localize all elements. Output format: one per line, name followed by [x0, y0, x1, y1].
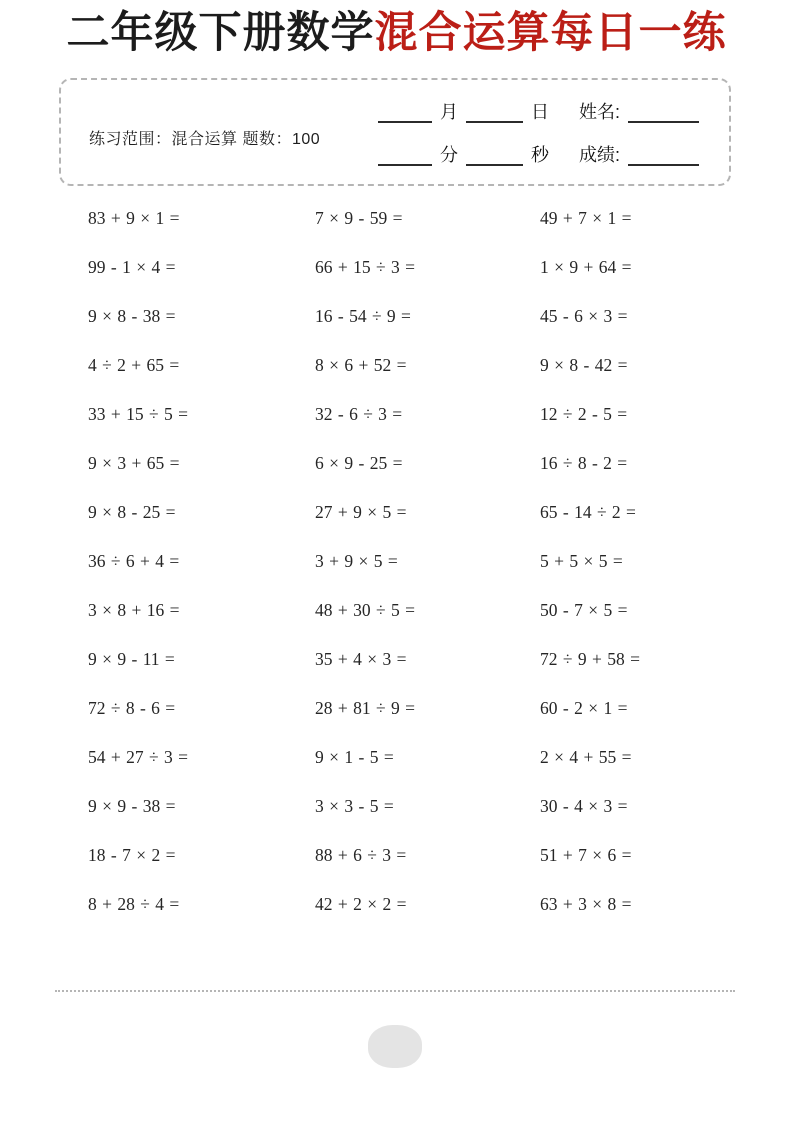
blank-line-second: [466, 144, 523, 166]
blank-line-day: [466, 101, 523, 123]
problem-cell: 45 - 6 × 3 =: [540, 306, 628, 326]
title-red-part: 混合运算每日一练: [374, 9, 727, 57]
problem-cell: 9 × 1 - 5 =: [315, 747, 394, 767]
problem-cell: 83 + 9 × 1 =: [88, 208, 180, 228]
problem-cell: 51 + 7 × 6 =: [540, 845, 632, 865]
problem-cell: 6 × 9 - 25 =: [315, 453, 403, 473]
problem-cell: 54 + 27 ÷ 3 =: [88, 747, 188, 767]
problem-cell: 9 × 9 - 11 =: [88, 649, 175, 669]
problem-cell: 5 + 5 × 5 =: [540, 551, 623, 571]
problem-cell: 4 ÷ 2 + 65 =: [88, 355, 180, 375]
practice-scope-label: 练习范围：混合运算 题数：100: [89, 131, 321, 148]
date-name-row: [374, 93, 703, 123]
problem-cell: 9 × 8 - 38 =: [88, 306, 176, 326]
problem-cell: 27 + 9 × 5 =: [315, 502, 407, 522]
problem-cell: 32 - 6 ÷ 3 =: [315, 404, 403, 424]
time-score-row: [374, 136, 703, 166]
problem-cell: 9 × 3 + 65 =: [88, 453, 180, 473]
day-label: 日: [530, 102, 549, 123]
problems-grid: [88, 194, 743, 929]
second-label: 秒: [530, 145, 549, 166]
title-black-part: 二年级下册数学: [66, 9, 375, 57]
blank-line-score: [628, 144, 699, 166]
problem-cell: 3 × 3 - 5 =: [315, 796, 394, 816]
month-label: 月: [439, 102, 458, 123]
problem-cell: 9 × 8 - 42 =: [540, 355, 628, 375]
problem-cell: 16 - 54 ÷ 9 =: [315, 306, 411, 326]
minute-label: 分: [439, 145, 458, 166]
problem-cell: 9 × 8 - 25 =: [88, 502, 176, 522]
problem-cell: 88 + 6 ÷ 3 =: [315, 845, 407, 865]
problem-cell: 1 × 9 + 64 =: [540, 257, 632, 277]
problem-cell: 3 × 8 + 16 =: [88, 600, 180, 620]
problem-cell: 7 × 9 - 59 =: [315, 208, 403, 228]
problem-cell: 9 × 9 - 38 =: [88, 796, 176, 816]
problem-cell: 42 + 2 × 2 =: [315, 894, 407, 914]
problem-cell: 3 + 9 × 5 =: [315, 551, 398, 571]
problem-cell: 8 + 28 ÷ 4 =: [88, 894, 180, 914]
problem-cell: 50 - 7 × 5 =: [540, 600, 628, 620]
problem-cell: 72 ÷ 9 + 58 =: [540, 649, 640, 669]
problem-cell: 72 ÷ 8 - 6 =: [88, 698, 176, 718]
problem-cell: 28 + 81 ÷ 9 =: [315, 698, 415, 718]
problem-cell: 35 + 4 × 3 =: [315, 649, 407, 669]
blank-line-month: [378, 101, 432, 123]
problem-cell: 12 ÷ 2 - 5 =: [540, 404, 628, 424]
problem-cell: 2 × 4 + 55 =: [540, 747, 632, 767]
score-label: 成绩:: [578, 145, 620, 166]
fill-in-fields: [374, 93, 703, 166]
problem-cell: 66 + 15 ÷ 3 =: [315, 257, 415, 277]
problem-cell: 48 + 30 ÷ 5 =: [315, 600, 415, 620]
header-info-box: [59, 78, 731, 186]
problem-cell: 18 - 7 × 2 =: [88, 845, 176, 865]
blank-line-name: [628, 101, 699, 123]
problem-cell: 63 + 3 × 8 =: [540, 894, 632, 914]
footer-dotted-divider: [55, 990, 735, 992]
problem-cell: 99 - 1 × 4 =: [88, 257, 176, 277]
floating-page-button[interactable]: [368, 1025, 422, 1068]
problem-cell: 60 - 2 × 1 =: [540, 698, 628, 718]
problem-cell: 36 ÷ 6 + 4 =: [88, 551, 180, 571]
page-title: [0, 8, 793, 60]
name-label: 姓名:: [578, 102, 620, 123]
blank-line-minute: [378, 144, 432, 166]
problem-cell: 30 - 4 × 3 =: [540, 796, 628, 816]
problem-cell: 16 ÷ 8 - 2 =: [540, 453, 628, 473]
problem-cell: 49 + 7 × 1 =: [540, 208, 632, 228]
problem-cell: 65 - 14 ÷ 2 =: [540, 502, 636, 522]
problem-cell: 8 × 6 + 52 =: [315, 355, 407, 375]
problem-cell: 33 + 15 ÷ 5 =: [88, 404, 188, 424]
